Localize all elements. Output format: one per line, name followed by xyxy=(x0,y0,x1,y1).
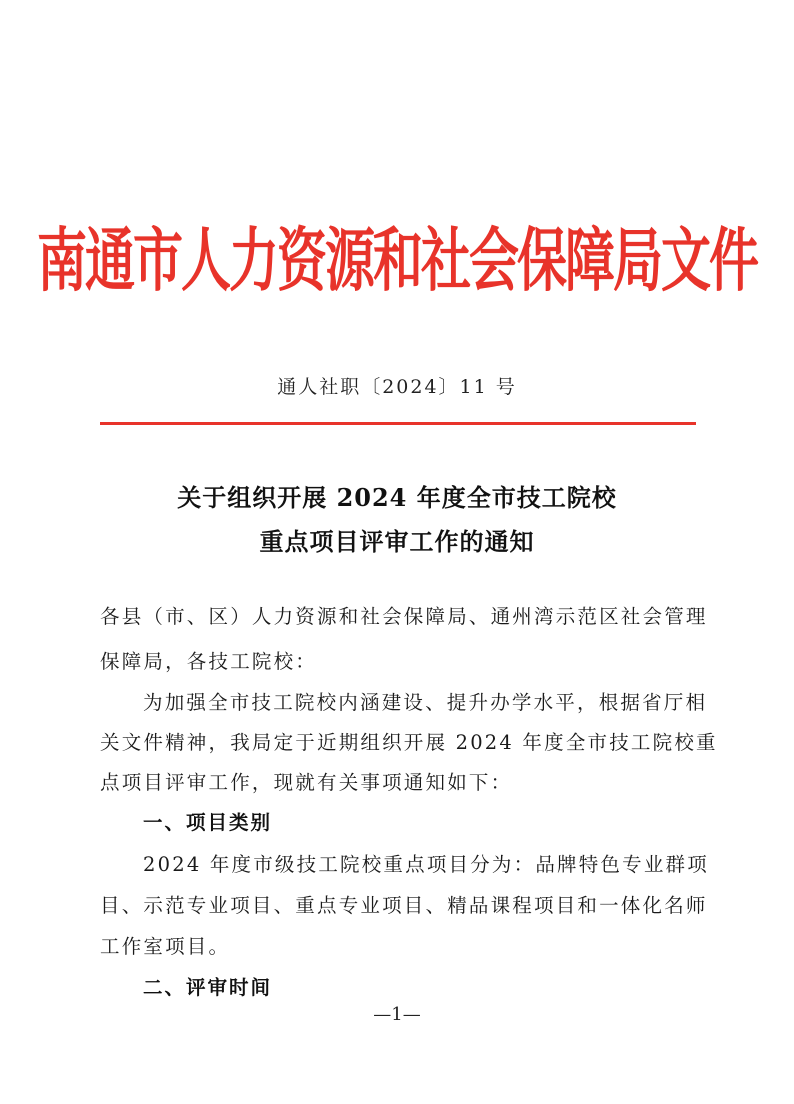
addressee-line-2: 保障局，各技工院校： xyxy=(100,650,318,673)
section1-line-3: 工作室项目。 xyxy=(100,935,231,958)
intro-line-3: 点项目评审工作，现就有关事项通知如下： xyxy=(100,771,513,794)
intro-line-1: 为加强全市技工院校内涵建设、提升办学水平，根据省厅相 xyxy=(143,691,708,714)
title-line-2: 重点项目评审工作的通知 xyxy=(259,527,535,556)
section1-line-2: 目、示范专业项目、重点专业项目、精品课程项目和一体化名师 xyxy=(100,894,708,917)
section1-line-1: 2024 年度市级技工院校重点项目分为：品牌特色专业群项 xyxy=(143,853,709,876)
intro-line-2: 关文件精神，我局定于近期组织开展 2024 年度全市技工院校重 xyxy=(100,731,718,754)
issuer-header: 南通市人力资源和社会保障局文件 xyxy=(37,219,757,301)
section-heading-2: 二、评审时间 xyxy=(143,976,273,999)
page-number: —1— xyxy=(373,1004,421,1025)
title-line-1: 关于组织开展 2024 年度全市技工院校 xyxy=(177,483,617,512)
red-divider xyxy=(100,422,696,425)
document-number: 通人社职〔2024〕11 号 xyxy=(277,376,517,398)
addressee-line-1: 各县（市、区）人力资源和社会保障局、通州湾示范区社会管理 xyxy=(100,605,708,628)
section-heading-1: 一、项目类别 xyxy=(143,811,273,834)
